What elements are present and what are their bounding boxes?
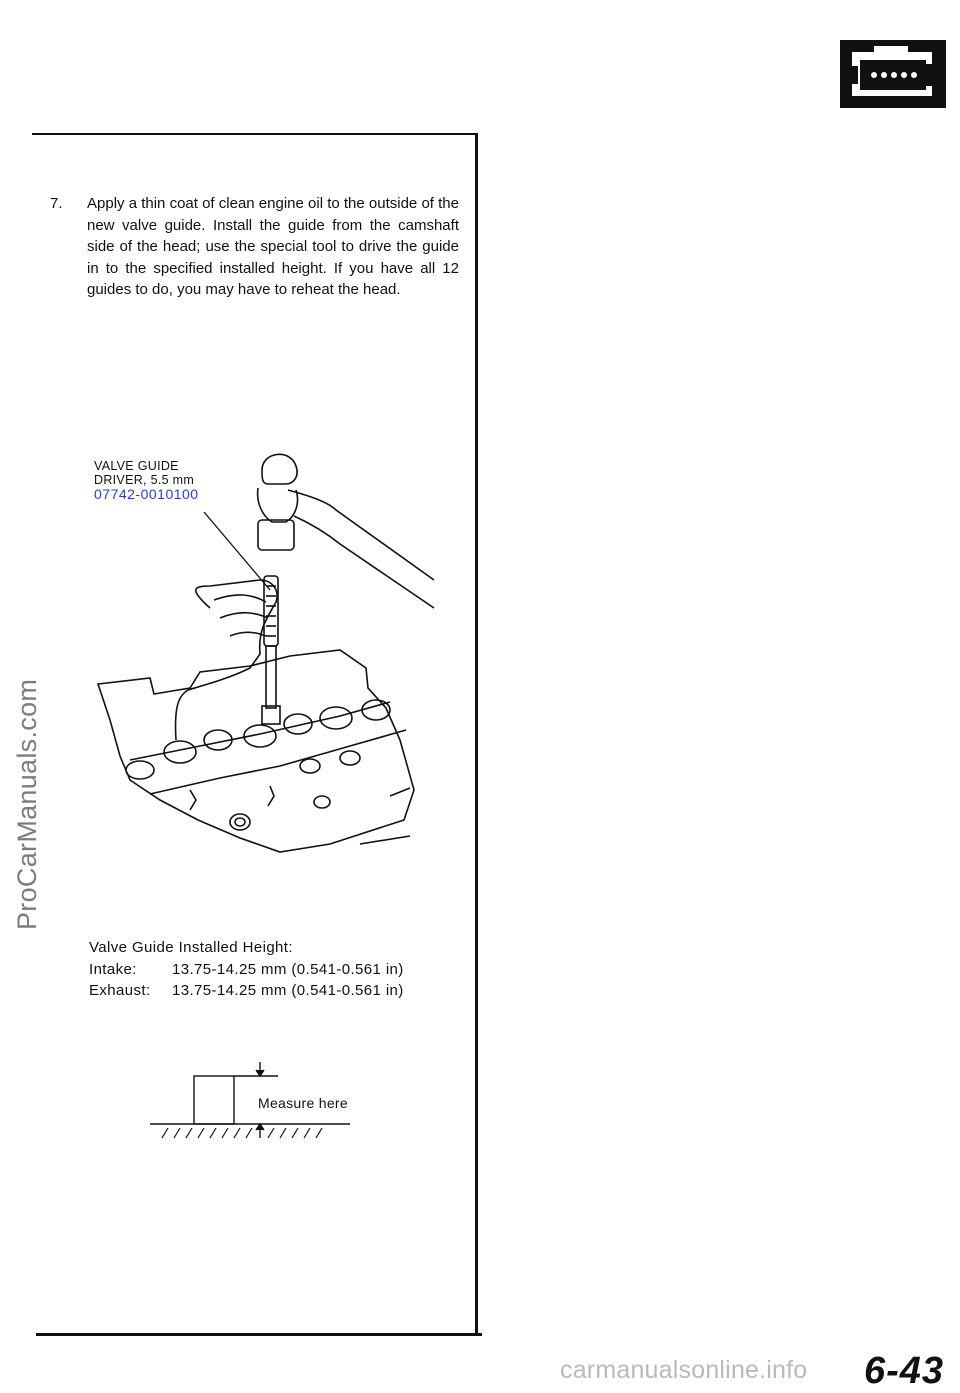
spec-title: Valve Guide Installed Height: [89,939,293,956]
tool-name-line1: VALVE GUIDE [94,459,179,473]
step-number: 7. [50,195,63,212]
spec-intake-value: 13.75-14.25 mm (0.541-0.561 in) [172,960,404,978]
spec-exhaust-value: 13.75-14.25 mm (0.541-0.561 in) [172,982,404,999]
hammer-drawing [258,454,434,608]
frame-right-rule [475,133,478,1335]
spec-row-exhaust [89,980,404,1002]
tool-name-line2: DRIVER, 5.5 mm [94,473,195,487]
cylinder-head-drawing [98,650,414,852]
installed-height-spec [89,937,404,1002]
engine-section-badge [840,40,946,108]
step-text: Apply a thin coat of clean engine oil to the outside of the new valve guide. Install the guide from the camshaft side of the head; use the special tool to drive the guide in to the specified installed height. If you have all 12 guides to do, you may have to reheat the head. [87,195,459,299]
valve-guide-install-illustration [90,440,450,860]
spec-intake-label: Intake: [89,960,137,978]
frame-top-rule [32,133,478,135]
tool-part-number: 07742-0010100 [94,486,199,502]
page-number: 6-43 [863,1350,944,1392]
left-watermark: ProCarManuals.com [12,678,42,930]
spec-exhaust-label: Exhaust: [89,982,151,999]
bottom-watermark: carmanualsonline.info [560,1356,808,1384]
engine-icon [840,40,946,108]
measure-here-label: Measure here [258,1095,348,1111]
spec-row-intake [89,959,404,981]
frame-bottom-rule [36,1333,482,1336]
tool-callout [94,459,199,501]
